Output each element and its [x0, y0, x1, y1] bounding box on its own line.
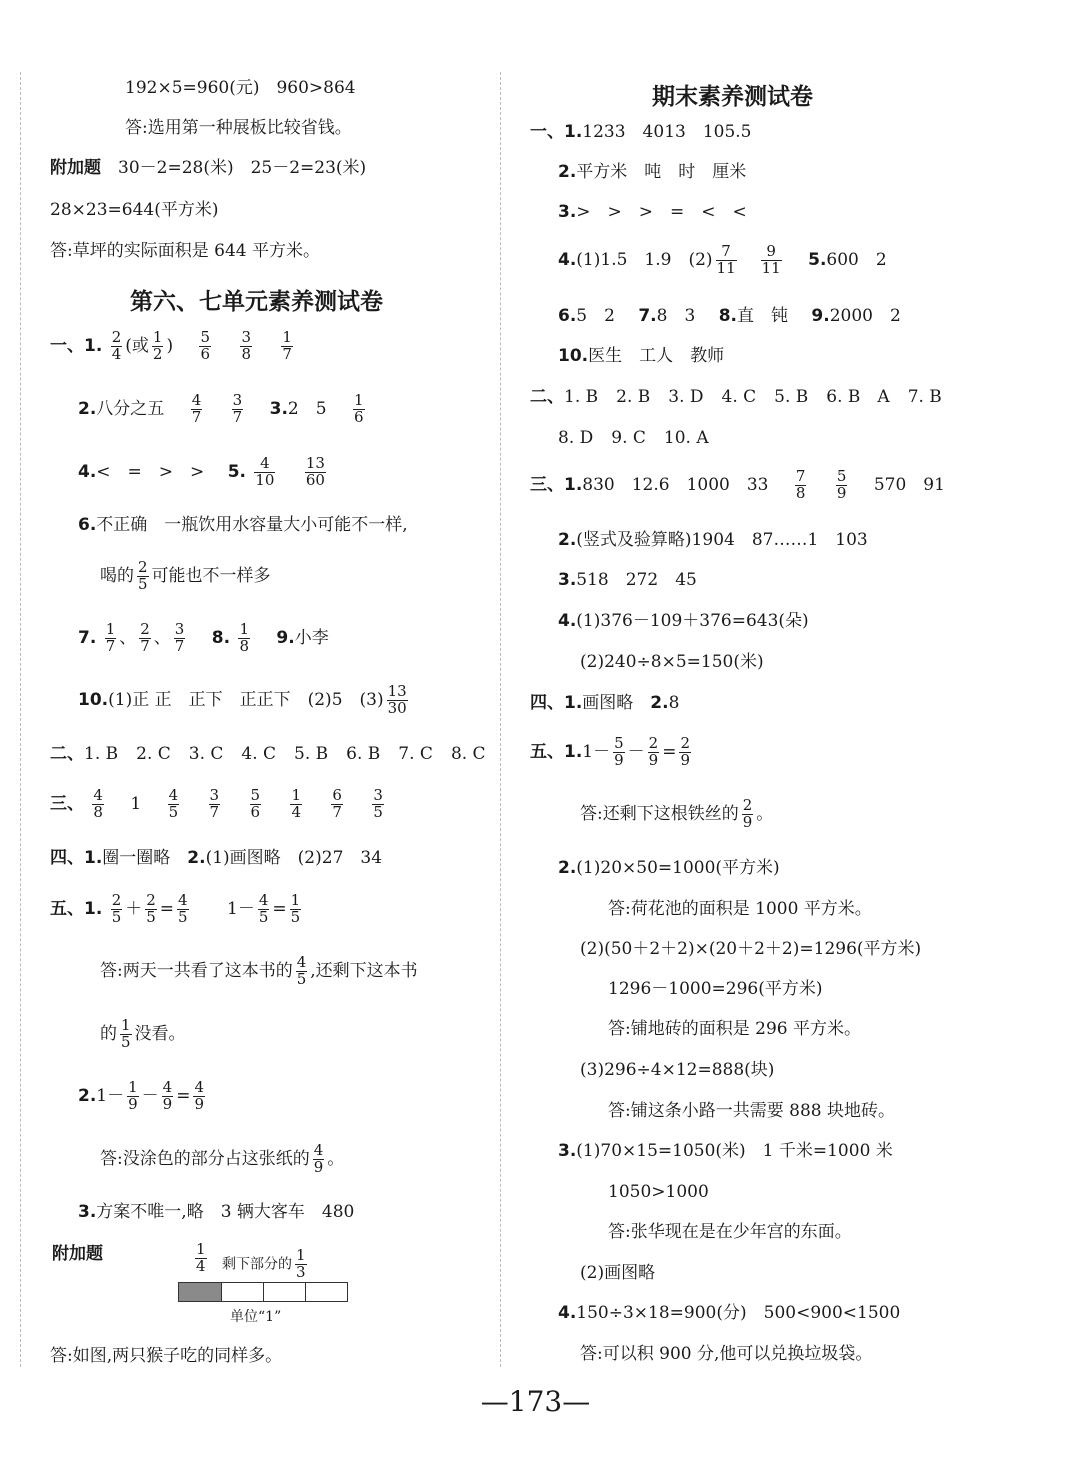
right-s5-2a: 2.(1)20×50=1000(平方米)	[558, 858, 780, 878]
bonus-label: 附加题	[50, 158, 101, 178]
left-final-answer: 答:如图,两只猴子吃的同样多。	[50, 1346, 283, 1366]
left-section-4: 四、1.圈一圈略 2.(1)画图略 (2)27 34	[50, 848, 383, 868]
right-s5-2c: (2)(50＋2＋2)×(20＋2＋2)=1296(平方米)	[580, 939, 922, 959]
right-section-title: 期末素养测试卷	[652, 84, 813, 110]
column-divider	[500, 72, 501, 1367]
bar-diagram	[178, 1240, 378, 1330]
right-section-3-3: 3.518 272 45	[558, 570, 697, 590]
left-q1-6b: 喝的 $\frac{2}{5}$ 可能也不一样多	[100, 558, 271, 593]
right-q1-1: 一、1.1233 4013 105.5	[530, 122, 752, 142]
right-section-2-row2: 8. D 9. C 10. A	[558, 428, 709, 448]
left-s5-answer: 答:两天一共看了这本书的 $\frac{4}{5}$ ,还剩下这本书	[100, 953, 418, 988]
right-q1-3: 3.> > > = < <	[558, 202, 747, 222]
left-q1-1: 一、1. $\frac{2}{4}$ (或 $\frac{1}{2}$ ) $\frac{5}{6}$ $\frac{3}{8}$ $\frac{1}{7}$	[50, 328, 292, 363]
left-section-5-1: 五、1. $\frac{2}{5}$ ＋ $\frac{2}{5}$ = $\frac{4}{5}$ 1－ $\frac{4}{5}$ = $\frac{1}{5}$	[50, 891, 301, 926]
right-section-4: 四、1.画图略 2.8	[530, 693, 680, 713]
right-s5-4a: 4.150÷3×18=900(分) 500<900<1500	[558, 1303, 901, 1323]
right-s5-3d: (2)画图略	[580, 1263, 656, 1283]
left-line-4: 28×23=644(平方米)	[50, 200, 219, 220]
bar-quarter-label: $\frac{1}{4}$	[196, 1240, 206, 1275]
right-q1-4: 4.(1)1.5 1.9 (2) $\frac{7}{11}$ $\frac{9}{11}$ 5.600 2	[558, 242, 887, 277]
left-line-2: 答:选用第一种展板比较省钱。	[125, 118, 352, 138]
right-s5-2e: 答:铺地砖的面积是 296 平方米。	[608, 1019, 861, 1039]
right-q1-10: 10.医生 工人 教师	[558, 346, 725, 366]
page-number: —173—	[480, 1385, 591, 1418]
left-q1-6: 6.不正确 一瓶饮用水容量大小可能不一样,	[78, 515, 408, 535]
bar-shaded-part	[179, 1283, 221, 1301]
right-section-5-1: 五、1.1－ $\frac{5}{9}$ － $\frac{2}{9}$ = $\frac{2}{9}$	[530, 734, 691, 769]
right-q1-2: 2.平方米 吨 时 厘米	[558, 162, 747, 182]
bar-rect	[178, 1282, 348, 1302]
left-q1-4: 4.< = > > 5. $\frac{4}{10}$ $\frac{13}{60}$	[78, 454, 325, 489]
left-q1-10: 10.(1)正 正 正下 正正下 (2)5 (3) $\frac{13}{30}$	[78, 682, 407, 717]
right-q1-6: 6.5 2 7.8 3 8.直 钝 9.2000 2	[558, 306, 901, 326]
right-section-2-row1: 二、1. B 2. B 3. D 4. C 5. B 6. B A 7. B	[530, 387, 942, 407]
left-s5-2: 2.1－ $\frac{1}{9}$ － $\frac{4}{9}$ = $\frac{4}{9}$	[78, 1078, 205, 1113]
bar-unit-label: 单位“1”	[230, 1309, 282, 1325]
left-s5-2-answer: 答:没涂色的部分占这张纸的 $\frac{4}{9}$ 。	[100, 1141, 345, 1176]
left-section-title: 第六、七单元素养测试卷	[130, 289, 383, 315]
left-bonus-line	[50, 160, 366, 177]
right-s5-3a: 3.(1)70×15=1050(米) 1 千米=1000 米	[558, 1141, 893, 1161]
bar-remaining-label: 剩下部分的 $\frac{1}{3}$	[222, 1246, 306, 1281]
left-s5-answer-b: 的 $\frac{1}{5}$ 没看。	[100, 1016, 186, 1051]
left-margin-line	[20, 72, 21, 1367]
left-line-5: 答:草坪的实际面积是 644 平方米。	[50, 241, 320, 261]
right-s5-2g: 答:铺这条小路一共需要 888 块地砖。	[608, 1101, 895, 1121]
right-section-3-2: 2.(竖式及验算略)1904 87……1 103	[558, 530, 868, 550]
left-section-3: 三、 $\frac{4}{8}$ 1 $\frac{4}{5}$ $\frac{3}{7}$ $\frac{5}{6}$ $\frac{1}{4}$ $\frac{6}{7}$ $\frac{3}{5}$	[50, 786, 383, 821]
bonus-eq: 30－2=28(米) 25－2=23(米)	[118, 158, 367, 178]
right-s5-4b: 答:可以积 900 分,他可以兑换垃圾袋。	[580, 1344, 873, 1364]
right-s5-2d: 1296－1000=296(平方米)	[608, 979, 823, 999]
right-section-3-1: 三、1.830 12.6 1000 33 $\frac{7}{8}$ $\frac{5}{9}$ 570 91	[530, 467, 945, 502]
right-s5-answer: 答:还剩下这根铁丝的 $\frac{2}{9}$ 。	[580, 796, 774, 831]
right-s5-2b: 答:荷花池的面积是 1000 平方米。	[608, 899, 872, 919]
left-section-2: 二、1. B 2. C 3. C 4. C 5. B 6. B 7. C 8. C	[50, 744, 486, 764]
right-s5-2f: (3)296÷4×12=888(块)	[580, 1060, 775, 1080]
left-s5-3: 3.方案不唯一,略 3 辆大客车 480	[78, 1202, 355, 1222]
right-section-3-4: 4.(1)376－109＋376=643(朵)	[558, 611, 809, 631]
right-section-3-4b: (2)240÷8×5=150(米)	[580, 652, 764, 672]
left-q1-2: 2.八分之五 $\frac{4}{7}$ $\frac{3}{7}$ 3.2 5 $\frac{1}{6}$	[78, 391, 364, 426]
left-bonus-label-2: 附加题	[52, 1244, 103, 1264]
right-s5-3b: 1050>1000	[608, 1182, 709, 1202]
left-q1-7: 7. $\frac{1}{7}$ 、 $\frac{2}{7}$ 、 $\frac{3}{7}$ 8. $\frac{1}{8}$ 9.小李	[78, 620, 329, 655]
left-line-1: 192×5=960(元) 960>864	[125, 78, 356, 98]
right-s5-3c: 答:张华现在是在少年宫的东面。	[608, 1222, 852, 1242]
